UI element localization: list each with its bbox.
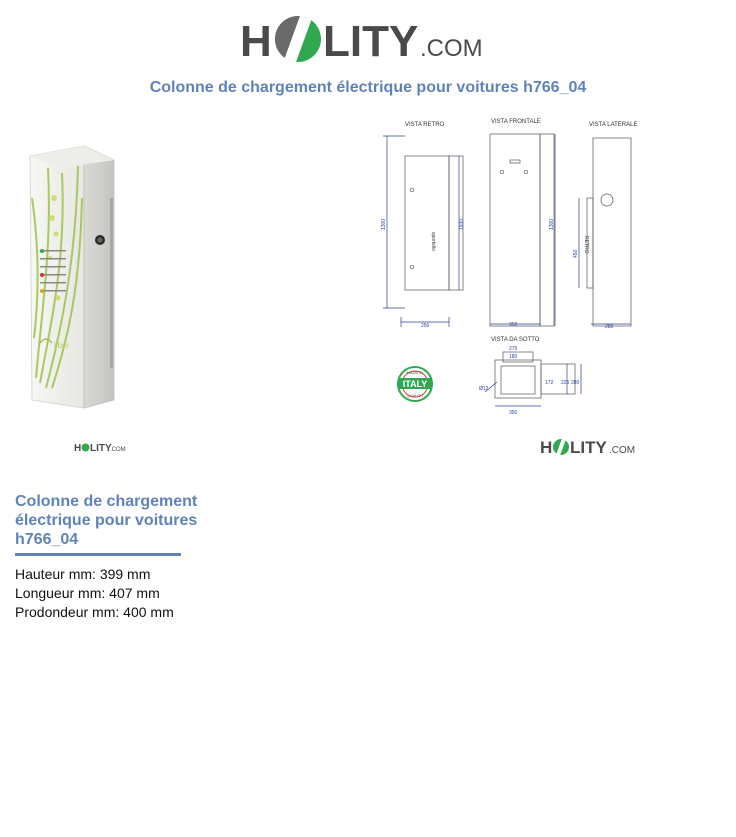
spec-height-label: Hauteur mm: (15, 566, 96, 582)
dim-bottom-4: 225 (561, 380, 570, 386)
logo-letter-h: H (240, 17, 272, 66)
logo-letters-lity: LITY (323, 17, 419, 66)
dim-bottom-3: 172 (545, 380, 554, 386)
spec-depth (15, 603, 174, 622)
spec-height-value: 399 mm (99, 566, 151, 582)
spec-length (15, 584, 174, 603)
retro-label: RETRO (583, 236, 589, 254)
dim-bottom-5: 280 (571, 380, 580, 386)
spec-length-value: 407 mm (109, 585, 160, 601)
dim-bottom-6: 350 (509, 410, 518, 416)
dim-hole: Ø12 (479, 386, 489, 392)
spec-depth-value: 400 mm (123, 604, 174, 620)
dim-bottom-2: 180 (509, 354, 518, 360)
dim-height-side: 450 (573, 249, 579, 258)
drawing-label-back: VISTA RETRO (405, 122, 445, 128)
dim-height-front: 1300 (549, 218, 555, 230)
svg-text:H: H (540, 438, 553, 457)
dim-width-side: 280 (605, 324, 614, 330)
svg-text:LITY: LITY (90, 443, 112, 454)
technical-drawing (375, 112, 645, 422)
logo-suffix: .COM (420, 35, 483, 62)
badge-main-text: ITALY (402, 379, 428, 389)
logo-o-icon (275, 15, 321, 62)
drawing-label-bottom: VISTA DA SOTTO (491, 337, 540, 343)
dim-height-back-inner: 1930 (459, 218, 465, 230)
heading-divider (15, 553, 181, 556)
dim-width-front: 350 (509, 322, 518, 328)
svg-text:.COM: .COM (110, 447, 126, 453)
holity-logo-graphic (240, 12, 485, 66)
charging-column-illustration (22, 138, 132, 418)
door-label: sportello (430, 232, 436, 251)
svg-text:LITY: LITY (570, 438, 607, 457)
drawing-label-side: VISTA LATERALE (589, 122, 638, 128)
photo-watermark-logo (74, 440, 124, 454)
holity-logo[interactable] (240, 12, 485, 66)
made-in-italy-badge (398, 367, 432, 401)
spec-height (15, 565, 174, 584)
svg-text:liber: liber (54, 341, 70, 350)
dim-height-back: 1300 (381, 218, 387, 230)
badge-bottom-text: QUALITY (406, 393, 424, 398)
drawing-label-front: VISTA FRONTALE (491, 119, 541, 125)
svg-text:H: H (74, 443, 82, 454)
spec-list (15, 565, 174, 622)
page-title: Colonne de chargement électrique pour voitures h766_04 (149, 79, 587, 96)
spec-depth-label: Prodondeur mm: (15, 604, 120, 620)
svg-text:.COM: .COM (609, 445, 636, 456)
badge-top-text: MADE IN (406, 370, 424, 375)
spec-length-label: Longueur mm: (15, 585, 106, 601)
product-photo (22, 138, 132, 418)
dim-width-back: 250 (421, 323, 430, 329)
product-heading: Colonne de chargement électrique pour voitures h766_04 (15, 493, 198, 548)
drawing-watermark-logo (540, 435, 636, 459)
dim-bottom-1: 275 (509, 346, 518, 352)
